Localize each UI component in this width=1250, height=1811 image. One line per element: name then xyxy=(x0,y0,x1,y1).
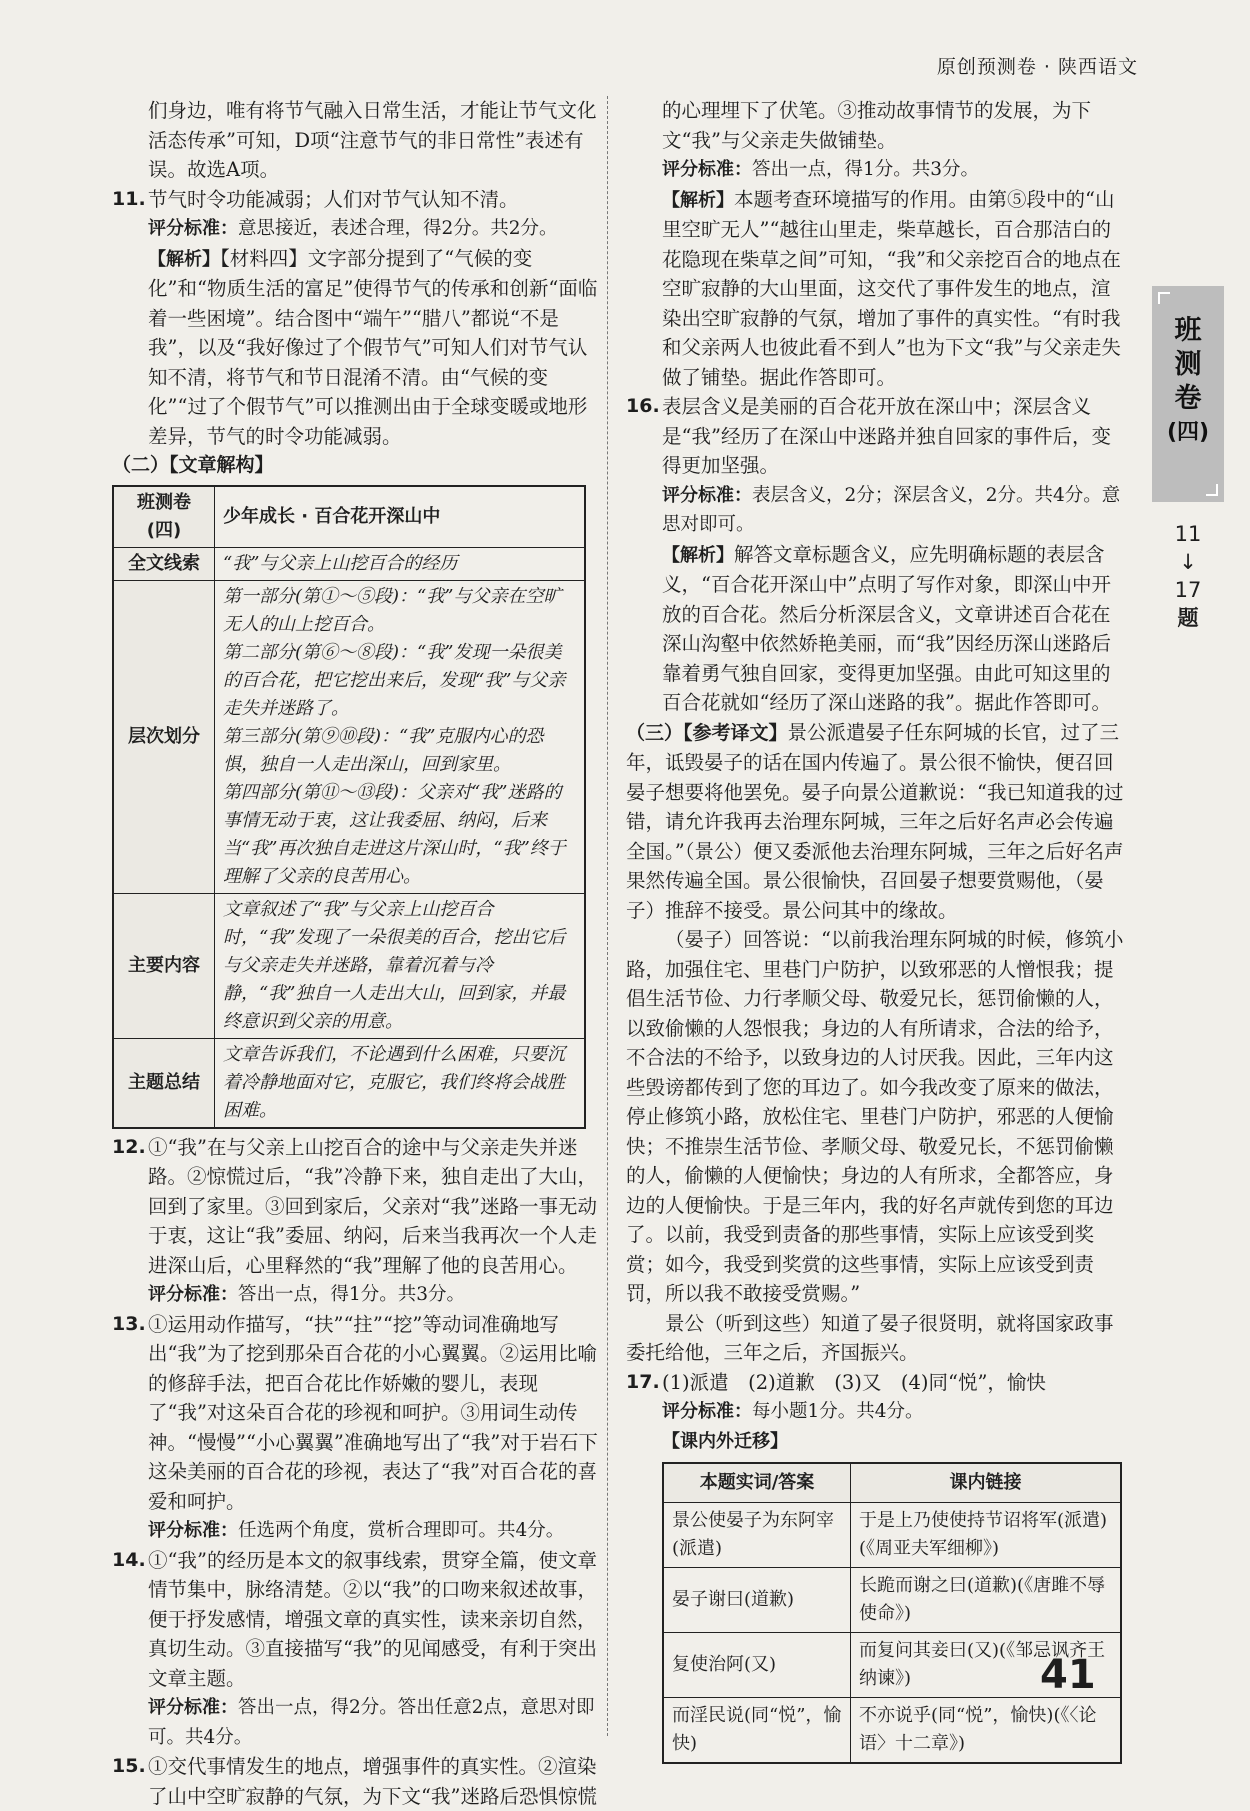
answer-text: ①“我”的经历是本文的叙事线索，贯穿全篇，使文章情节集中，脉络清楚。②以“我”的口吻来叙述故事，便于抒发感情，增强文章的真实性，读来亲切自然，真切生动。③直接描写“我”的见闻感受，有利于突出文章主题。 xyxy=(148,1548,597,1690)
scoring-text: 每小题1分。共4分。 xyxy=(752,1401,924,1422)
transfer-table xyxy=(662,1462,1122,1764)
question-16 xyxy=(626,392,1126,718)
page-number: 41 xyxy=(1040,1652,1096,1698)
question-13 xyxy=(112,1310,600,1546)
side-tab-char: 测 xyxy=(1174,349,1202,380)
table-header-cell: 少年成长 · 百合花开深山中 xyxy=(215,486,586,548)
scoring-standard xyxy=(148,1516,600,1546)
question-number: 12. xyxy=(112,1135,146,1158)
scoring-text: 答出一点，得2分。答出任意2点，意思对即可。共4分。 xyxy=(148,1697,595,1748)
row-label: 主要内容 xyxy=(113,893,215,1038)
question-14 xyxy=(112,1546,600,1753)
table-row xyxy=(663,1567,1121,1632)
row-text: 第一部分(第①～⑤段)：“我”与父亲在空旷无人的山上挖百合。 第二部分(第⑥～⑧段)：“我”发现一朵很美的百合花，把它挖出来后，发现“我”与父亲走失并迷路了。 第三部分(第⑨⑩段)：“我”克服内心的恐惧，独自一人走出深山，回到家里。 第四部分(第⑪～⑬段)：父亲对“我”迷路的事情无动于衷，这让我委屈、纳闷，后来当“我”再次独自走进这片深山时，“我”终于理解了父亲的良苦用心。 xyxy=(215,580,586,893)
table-row xyxy=(113,893,585,1038)
scoring-standard xyxy=(662,1397,1126,1427)
page-header: 原创预测卷 · 陕西语文 xyxy=(936,56,1138,78)
explanation-label: 【解析】 xyxy=(662,189,734,211)
scoring-label: 评分标准： xyxy=(662,159,752,180)
table-header-cell: 班测卷(四) xyxy=(113,486,215,548)
table-header-row xyxy=(663,1463,1121,1502)
explanation xyxy=(662,540,1126,718)
explanation-text: 本题考查环境描写的作用。由第⑤段中的“山里空旷无人”“越往山里走，柴草越长，百合那洁白的花隐现在柴草之间”可知，“我”和父亲挖百合的地点在空旷寂静的大山里面，这交代了事件发生的地点，渲染出空旷寂静的气氛，增加了事件的真实性。“有时我和父亲两人也彼此看不到人”也为下文“我”与父亲走失做了铺垫。据此作答即可。 xyxy=(662,187,1121,389)
explanation-text: 解答文章标题含义，应先明确标题的表层含义，“百合花开深山中”点明了写作对象，即深山中开放的百合花。然后分析深层含义，文章讲述百合花在深山沟壑中依然娇艳美丽，而“我”因经历深山迷路后靠着勇气独自回家，变得更加坚强。由此可知这里的百合花就如“经历了深山迷路的我”。据此作答即可。 xyxy=(662,542,1111,714)
side-tab xyxy=(1152,286,1224,502)
question-number: 11. xyxy=(112,187,146,210)
scoring-label: 评分标准： xyxy=(148,1284,238,1305)
question-number: 14. xyxy=(112,1548,146,1571)
scoring-label: 评分标准： xyxy=(148,1697,238,1718)
explanation-text: 【材料四】文字部分提到了“气候的变化”和“物质生活的富足”使得节气的传承和创新“面临着一些困境”。结合图中“端午”“腊八”都说“不是我”，以及“我好像过了个假节气”可知人们对节气认知不清，将节气和节日混淆不清。由“气候的变化”“过了个假节气”可以推测出由于全球变暖或地形差异，节气的时令功能减弱。 xyxy=(148,246,598,448)
side-tab-char: 卷 xyxy=(1174,383,1202,414)
scoring-text: 任选两个角度，赏析合理即可。共4分。 xyxy=(238,1520,565,1541)
answer-text: ①交代事情发生的地点，增强事件的真实性。②渲染了山中空旷寂静的气氛，为下文“我”迷路后恐惧惊慌 xyxy=(148,1755,597,1808)
answer-text: 节气时令功能减弱；人们对节气认知不清。 xyxy=(148,187,519,211)
question-15 xyxy=(112,1752,600,1811)
table-row xyxy=(663,1697,1121,1763)
answer-text: 表层含义是美丽的百合花开放在深山中；深层含义是“我”经历了在深山中迷路并独自回家的事件后，变得更加坚强。 xyxy=(662,395,1111,477)
translation-paragraph: （晏子）回答说：“以前我治理东阿城的时候，修筑小路，加强住宅、里巷门户防护，以致邪恶的人憎恨我；提倡生活节俭、力行孝顺父母、敬爱兄长，惩罚偷懒的人，以致偷懒的人怨恨我；身边的人有所请求，合法的给予，不合法的不给予，以致身边的人讨厌我。因此，三年内这些毁谤都传到了您的耳边了。如今我改变了原来的做法，停止修筑小路，放松住宅、里巷门户防护，邪恶的人便愉快；不推崇生活节俭、孝顺父母、敬爱兄长，不惩罚偷懒的人，偷懒的人便愉快；身边的人有所求，全都答应，身边的人便愉快。于是三年内，我的好名声就传到您的耳边了。以前，我受到责备的那些事情，实际上应该受到奖赏；如今，我受到奖赏的这些事情，实际上应该受到责罚，所以我不敢接受赏赐。” xyxy=(626,928,1124,1305)
scoring-label: 评分标准： xyxy=(148,1520,238,1541)
question-number: 16. xyxy=(626,395,660,417)
table-cell: 景公使晏子为东阿宰(派遣) xyxy=(663,1502,851,1567)
row-label: 全文线索 xyxy=(113,547,215,580)
scoring-text: 表层含义，2分；深层含义，2分。共4分。意思对即可。 xyxy=(662,484,1121,535)
table-row xyxy=(663,1502,1121,1567)
table-cell: 而淫民说(同“悦”，愉快) xyxy=(663,1697,851,1763)
answer-text: 的心理埋下了伏笔。③推动故事情节的发展，为下文“我”与父亲走失做铺垫。 xyxy=(662,99,1092,152)
answer-text: ①运用动作描写，“扶”“拄”“挖”等动词准确地写出“我”为了挖到那朵百合花的小心翼翼。②运用比喻的修辞手法，把百合花比作娇嫩的婴儿，表现了“我”对这朵百合花的珍视和呵护。③用词生动传神。“慢慢”“小心翼翼”准确地写出了“我”对于岩石下这朵美丽的百合花的珍视，表达了“我”对百合花的喜爱和呵护。 xyxy=(148,1312,598,1513)
question-12 xyxy=(112,1133,600,1310)
scoring-text: 答出一点，得1分。共3分。 xyxy=(752,159,980,180)
question-number: 17. xyxy=(626,1370,660,1393)
row-label: 主题总结 xyxy=(113,1038,215,1128)
table-header-row xyxy=(113,486,585,548)
range-end: 17 xyxy=(1174,578,1202,602)
table-cell: 于是上乃使使持节诏将军(派遣)(《周亚夫军细柳》) xyxy=(851,1502,1122,1567)
section-3-translation xyxy=(626,718,1126,926)
q10-explanation-end: 们身边，唯有将节气融入日常生活，才能让节气文化活态传承”可知，D项“注意节气的非日常性”表述有误。故选A项。 xyxy=(148,99,597,181)
table-row xyxy=(113,1038,585,1128)
question-number: 13. xyxy=(112,1312,146,1335)
scoring-text: 答出一点，得1分。共3分。 xyxy=(238,1284,466,1305)
question-range xyxy=(1152,520,1224,632)
range-arrow-icon: ↓ xyxy=(1179,550,1197,574)
table-cell: 复使治阿(又) xyxy=(663,1632,851,1697)
answer-text: ①“我”在与父亲上山挖百合的途中与父亲走失并迷路。②惊慌过后，“我”冷静下来，独自走出了大山，回到了家里。③回到家后，父亲对“我”迷路一事无动于衷，这让“我”委屈、纳闷，后来当我再次一个人走进深山后，心里释然的“我”理解了他的良苦用心。 xyxy=(148,1135,597,1277)
answer-text: (1)派遣 (2)道歉 (3)又 (4)同“悦”，愉快 xyxy=(662,1370,1046,1394)
table-header-cell: 课内链接 xyxy=(851,1463,1122,1502)
explanation-label: 【解析】 xyxy=(662,544,734,566)
scoring-label: 评分标准： xyxy=(148,218,238,239)
scoring-label: 评分标准： xyxy=(662,1401,752,1422)
section-3-label: （三）【参考译文】 xyxy=(626,721,788,744)
table-cell: 而复问其妾曰(又)(《邹忌讽齐王纳谏》) xyxy=(851,1632,1122,1697)
scoring-standard xyxy=(148,1693,600,1752)
corner-mark xyxy=(1158,292,1170,304)
side-tab-char: (四) xyxy=(1166,420,1210,445)
scoring-standard xyxy=(148,214,600,244)
scoring-text: 意思接近，表述合理，得2分。共2分。 xyxy=(238,218,558,239)
translation-paragraph: 景公（听到这些）知道了晏子很贤明，就将国家政事委托给他，三年之后，齐国振兴。 xyxy=(626,1311,1114,1364)
side-tab-char: 班 xyxy=(1174,315,1202,346)
row-text: 文章叙述了“我”与父亲上山挖百合时，“我”发现了一朵很美的百合，挖出它后与父亲走失并迷路，靠着沉着与冷静，“我”独自一人走出大山，回到家，并最终意识到父亲的用意。 xyxy=(215,893,586,1038)
scoring-standard xyxy=(662,481,1126,540)
scoring-label: 评分标准： xyxy=(662,484,752,506)
explanation xyxy=(662,185,1126,393)
row-label: 层次划分 xyxy=(113,580,215,893)
section-2-label: （二）【文章解构】 xyxy=(112,454,274,476)
table-cell: 长跪而谢之曰(道歉)(《唐雎不辱使命》) xyxy=(851,1567,1122,1632)
structure-table xyxy=(112,485,586,1129)
question-15-continued xyxy=(626,96,1126,392)
range-suffix: 题 xyxy=(1177,606,1199,630)
right-column xyxy=(626,96,1126,1764)
column-divider xyxy=(607,96,608,1736)
corner-mark xyxy=(1206,484,1218,496)
row-text: 文章告诉我们，不论遇到什么困难，只要沉着冷静地面对它，克服它，我们终将会战胜困难。 xyxy=(215,1038,586,1128)
range-start: 11 xyxy=(1174,522,1202,546)
transfer-label: 【课内外迁移】 xyxy=(662,1430,788,1452)
explanation-label: 【解析】 xyxy=(148,248,220,270)
explanation xyxy=(148,244,600,452)
question-number: 15. xyxy=(112,1755,146,1777)
table-header-cell: 本题实词/答案 xyxy=(663,1463,851,1502)
translation-paragraph: 景公派遣晏子任东阿城的长官，过了三年，诋毁晏子的话在国内传遍了。景公很不愉快，便召回晏子想要将他罢免。晏子向景公道歉说：“我已知道我的过错，请允许我再去治理东阿城，三年之后好名声必会传遍全国。”（景公）便又委派他去治理东阿城，三年之后好名声果然传遍全国。景公很愉快，召回晏子想要赏赐他，（晏子）推辞不接受。景公问其中的缘故。 xyxy=(626,720,1124,922)
scoring-standard xyxy=(662,155,1126,185)
row-text: “我”与父亲上山挖百合的经历 xyxy=(215,547,586,580)
table-row xyxy=(113,547,585,580)
question-11 xyxy=(112,185,600,452)
scoring-standard xyxy=(148,1280,600,1310)
table-row xyxy=(113,580,585,893)
table-cell: 不亦说乎(同“悦”，愉快)(《〈论语〉十二章》) xyxy=(851,1697,1122,1763)
left-column xyxy=(112,96,600,1811)
table-cell: 晏子谢曰(道歉) xyxy=(663,1567,851,1632)
question-17 xyxy=(626,1368,1126,1457)
